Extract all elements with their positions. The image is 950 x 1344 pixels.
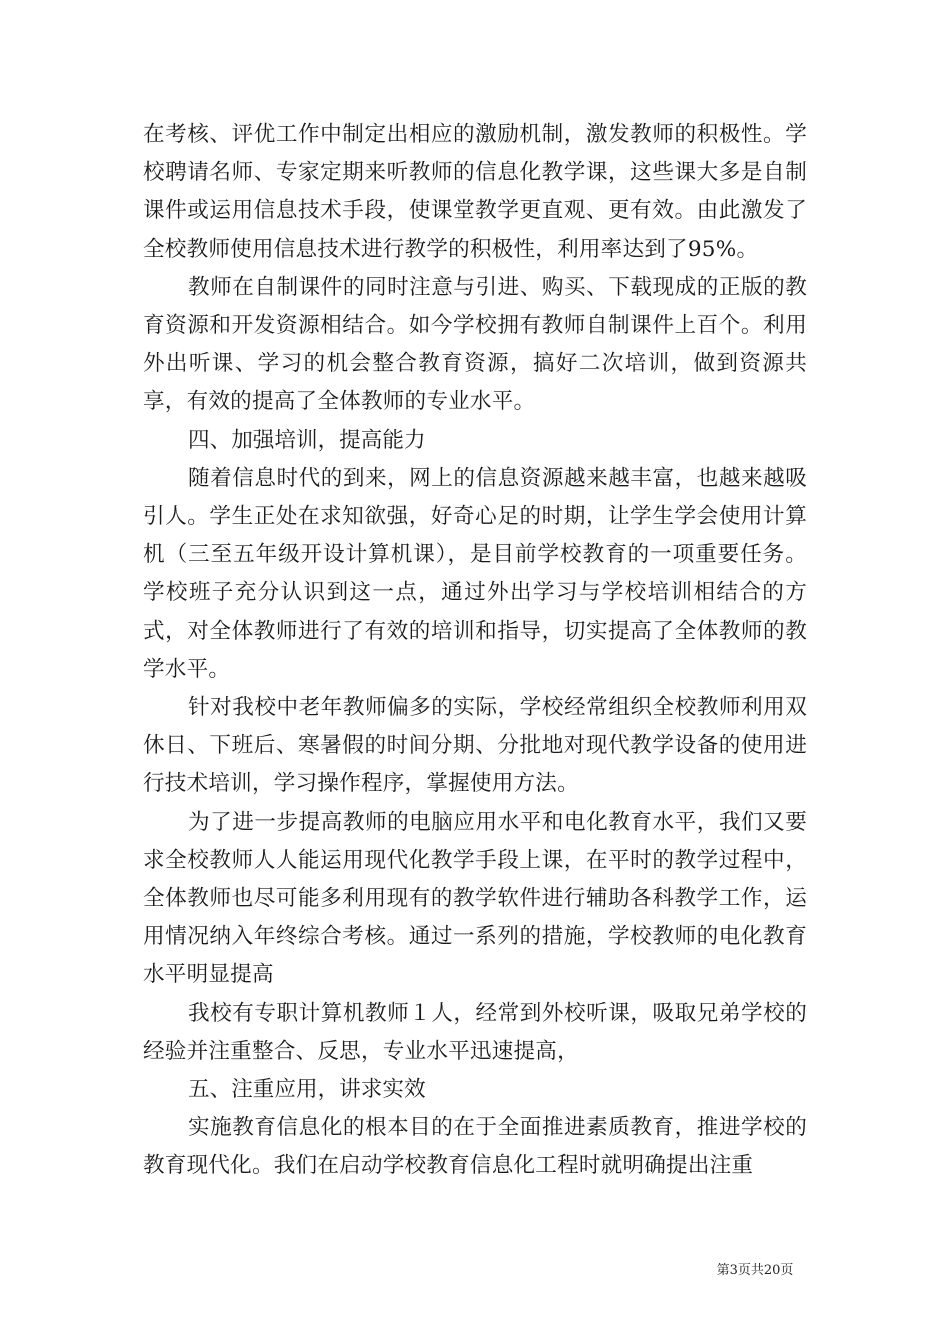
paragraph-courseware-resources: 教师在自制课件的同时注意与引进、购买、下载现成的正版的教育资源和开发资源相结合。如今学校拥有教师自制课件上百个。利用外出听课、学习的机会整合教育资源，搞好二次培训，做到资源共享，有效的提高了全体教师的专业水平。 [143, 274, 807, 415]
paragraph-education-informatization: 实施教育信息化的根本目的在于全面推进素质教育，推进学校的教育现代化。我们在启动学校教育信息化工程时就明确提出注重 [143, 1115, 807, 1179]
paragraph-computer-teacher: 我校有专职计算机教师１人，经常到外校听课，吸取兄弟学校的经验并注重整合、反思，专业水平迅速提高， [143, 1000, 807, 1064]
section-heading-application: 五、注重应用，讲求实效 [188, 1077, 426, 1103]
page-number: 第3页共20页 [716, 1263, 794, 1278]
paragraph-incentive-mechanism: 在考核、评优工作中制定出相应的激励机制，激发教师的积极性。学校聘请名师、专家定期来听教师的信息化教学课，这些课大多是自制课件或运用信息技术手段，使课堂教学更直观、更有效。由此激发了全校教师使用信息技术进行教学的积极性，利用率达到了95%。 [143, 122, 807, 262]
paragraph-information-era: 随着信息时代的到来，网上的信息资源越来越丰富，也越来越吸引人。学生正处在求知欲强，好奇心足的时期，让学生学会使用计算机（三至五年级开设计算机课），是目前学校教育的一项重要任务。学校班子充分认识到这一点，通过外出学习与学校培训相结合的方式，对全体教师进行了有效的培训和指导，切实提高了全体教师的教学水平。 [143, 465, 807, 682]
document-body [143, 116, 807, 1186]
paragraph-senior-teachers: 针对我校中老年教师偏多的实际，学校经常组织全校教师利用双休日、下班后、寒暑假的时间分期、分批地对现代教学设备的使用进行技术培训，学习操作程序，掌握使用方法。 [143, 695, 807, 797]
section-heading-training: 四、加强培训，提高能力 [188, 427, 426, 453]
paragraph-computer-skills: 为了进一步提高教师的电脑应用水平和电化教育水平，我们又要求全校教师人人能运用现代化教学手段上课，在平时的教学过程中，全体教师也尽可能多利用现有的教学软件进行辅助各科教学工作，运用情况纳入年终综合考核。通过一系列的措施，学校教师的电化教育水平明显提高 [143, 809, 807, 988]
